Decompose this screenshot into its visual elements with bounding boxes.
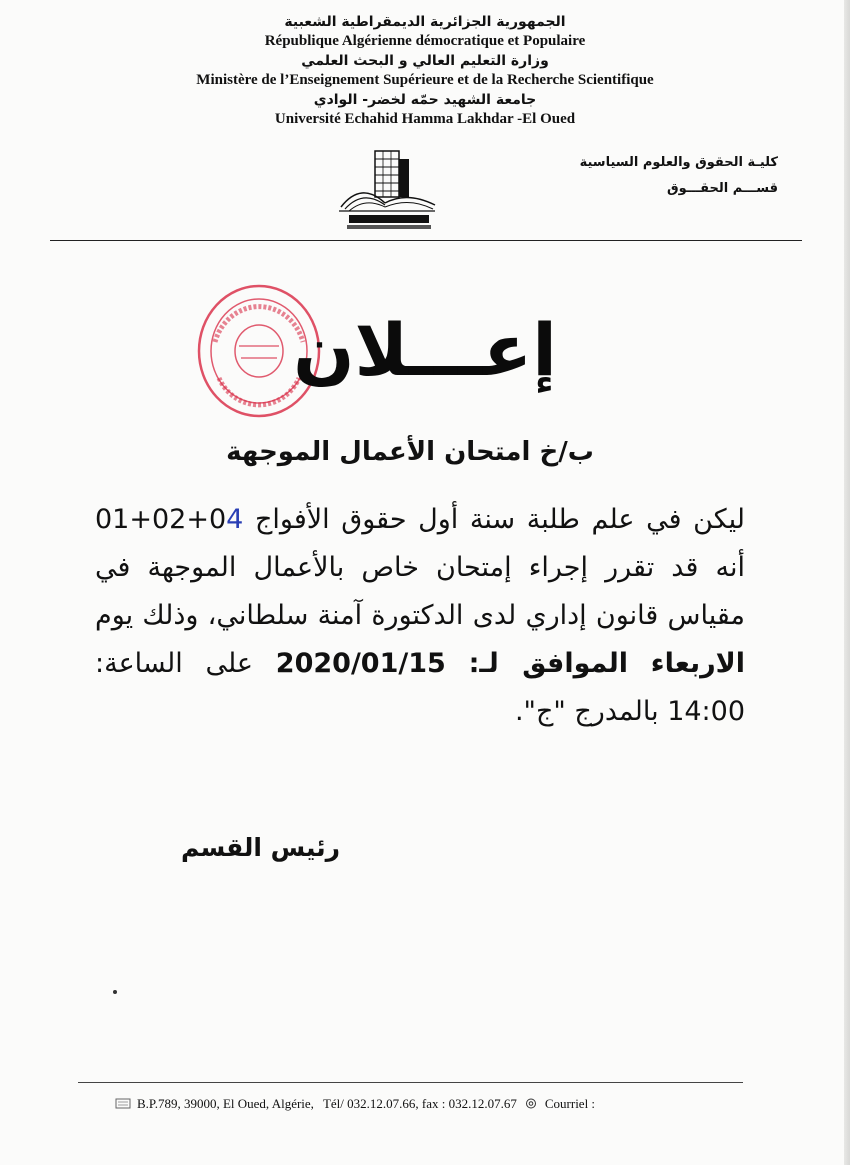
email-icon [523,1098,539,1109]
notice-groups-printed: 01+02+0 [95,504,227,535]
scan-edge [844,0,850,1165]
header-ar-ministry: وزارة التعليم العالي و البحث العلمي [301,53,549,69]
notice-line-2: أنه قد تقرر إجراء إمتحان خاص [361,552,745,583]
footer-contact [115,1094,715,1114]
notice-groups [95,504,243,535]
notice-line-4a: الدكتورة آمنة سلطاني، وذلك يوم [95,600,464,631]
notice-line-1: ليكن في علم طلبة سنة أول حقوق الأفواج [254,504,745,535]
header-ar-university: جامعة الشهيد حمّه لخضر- الوادي [313,92,537,108]
notice-line-4b: الموافق لـ: [468,648,629,679]
footer-email-label: Courriel : [544,1096,596,1111]
footer-divider [78,1082,743,1083]
header-ar-republic: الجمهورية الجزائرية الديمقراطية الشعبية [284,14,566,30]
department-name: قســـم الحقـــوق [667,181,778,196]
notice-line-5b: بالمدرج "ج". [514,696,659,727]
notice-groups-handwritten: 4 [226,504,244,535]
notice-title: إعـــلان [293,308,557,392]
notice-time: 14:00 [667,696,745,727]
ink-dot [113,990,117,994]
signature-label: رئيس القسم [180,833,340,862]
university-logo [335,145,440,235]
university-logo-icon [335,145,440,235]
notice-day: الاربعاء [650,648,746,679]
notice-line-3: بالأعمال الموجهة في مقياس قانون إداري لدى [95,552,745,631]
notice-line-5a: على الساعة: [95,648,254,679]
notice-date: 2020/01/15 [275,648,446,679]
mailbox-icon [115,1098,131,1109]
header-divider [50,240,802,241]
header-fr-republic: République Algérienne démocratique et Populaire [264,33,586,49]
notice-subtitle: ب/خ امتحان الأعمال الموجهة [226,437,594,467]
header-fr-university: Université Echahid Hamma Lakhdar -El Oued [274,111,576,127]
letterhead [0,12,850,129]
notice-body [95,496,745,736]
faculty-block [538,150,778,202]
header-fr-ministry: Ministère de l’Enseignement Supérieure et de la Recherche Scientifique [196,72,654,88]
faculty-name: كليـة الحقوق والعلوم السياسية [579,155,778,170]
footer-phone: Tél/ 032.12.07.66, fax : 032.12.07.67 [322,1096,517,1111]
footer-address: B.P.789, 39000, El Oued, Algérie, [137,1096,314,1111]
